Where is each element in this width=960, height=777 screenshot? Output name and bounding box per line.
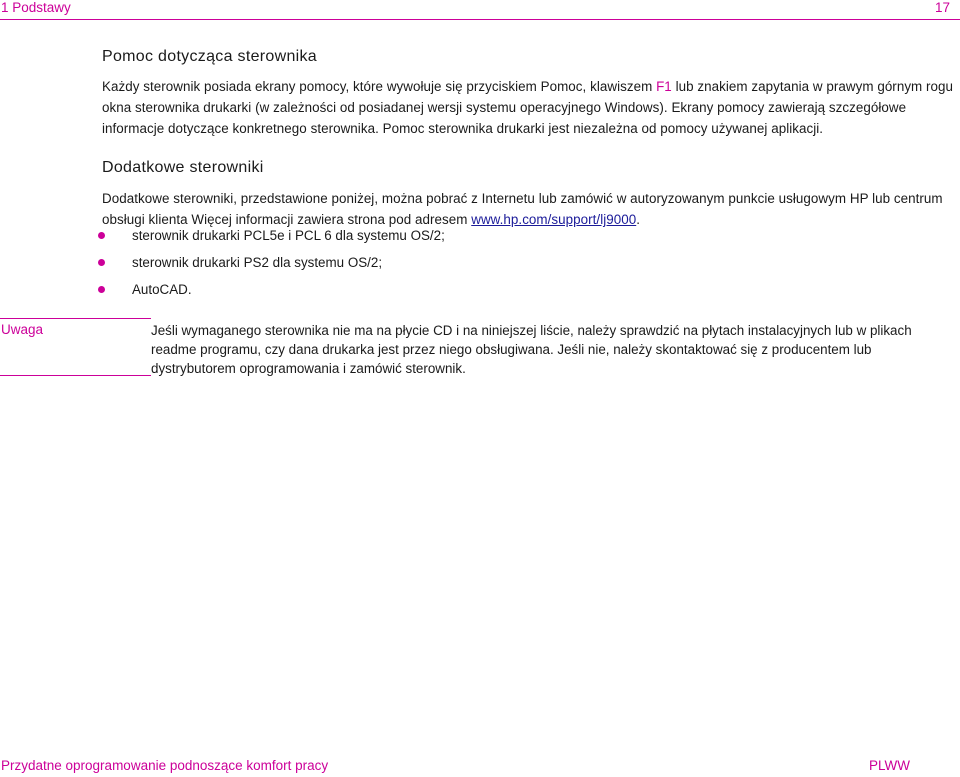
note-top-rule bbox=[0, 318, 151, 319]
page-header bbox=[0, 0, 960, 18]
list-item: AutoCAD. bbox=[98, 280, 445, 306]
header-rule bbox=[0, 19, 960, 20]
footer-title: Przydatne oprogramowanie podnoszące komfort pracy bbox=[1, 758, 329, 773]
additional-drivers-paragraph: Dodatkowe sterowniki, przedstawione poniżej, można pobrać z Internetu lub zamówić w autoryzowanym punkcie usługowym HP lub centrum obsługi klienta Więcej informacji zawiera strona pod adresem www.hp.com/support/lj9000. bbox=[102, 191, 943, 227]
note-label: Uwaga bbox=[1, 322, 44, 337]
list-item: sterownik drukarki PCL5e i PCL 6 dla systemu OS/2; bbox=[98, 226, 445, 252]
section-driver-help bbox=[102, 48, 954, 139]
section-title-driver-help: Pomoc dotycząca sterownika bbox=[102, 48, 318, 65]
section-additional-drivers bbox=[102, 159, 954, 230]
bullet-icon bbox=[98, 232, 105, 239]
driver-help-paragraph: Każdy sterownik posiada ekrany pomocy, które wywołuje się przyciskiem Pomoc, klawiszem F1 lub znakiem zapytania w prawym górnym rogu okna sterownika drukarki (w zależności od posiadanej wersji systemu operacyjnego Windows). Ekrany pomocy zawierają szczegółowe informacje dotyczące konkretnego sterownika. Pomoc sterownika drukarki jest niezależna od pomocy używanej aplikacji. bbox=[102, 79, 954, 136]
page-footer bbox=[0, 757, 960, 777]
section-title-additional-drivers: Dodatkowe sterowniki bbox=[102, 159, 264, 176]
note-bottom-rule bbox=[0, 375, 151, 376]
chapter-label: 1 Podstawy bbox=[1, 0, 71, 15]
footer-code: PLWW bbox=[869, 758, 910, 773]
list-item: sterownik drukarki PS2 dla systemu OS/2; bbox=[98, 253, 445, 279]
page-number: 17 bbox=[934, 0, 950, 15]
note-text: Jeśli wymaganego sterownika nie ma na płycie CD i na niniejszej liście, należy sprawdzić na płytach instalacyjnych lub w plikach readme programu, czy dana drukarka jest przez niego obsługiwana. Jeśli nie, należy skontaktować się z producentem lub dystrybutorem oprogramowania i zamówić sterownik. bbox=[151, 323, 912, 376]
hp-support-link[interactable]: www.hp.com/support/lj9000 bbox=[471, 212, 637, 227]
f1-key: F1 bbox=[656, 79, 672, 94]
bullet-icon bbox=[98, 286, 105, 293]
bullet-icon bbox=[98, 259, 105, 266]
driver-list bbox=[98, 226, 445, 307]
